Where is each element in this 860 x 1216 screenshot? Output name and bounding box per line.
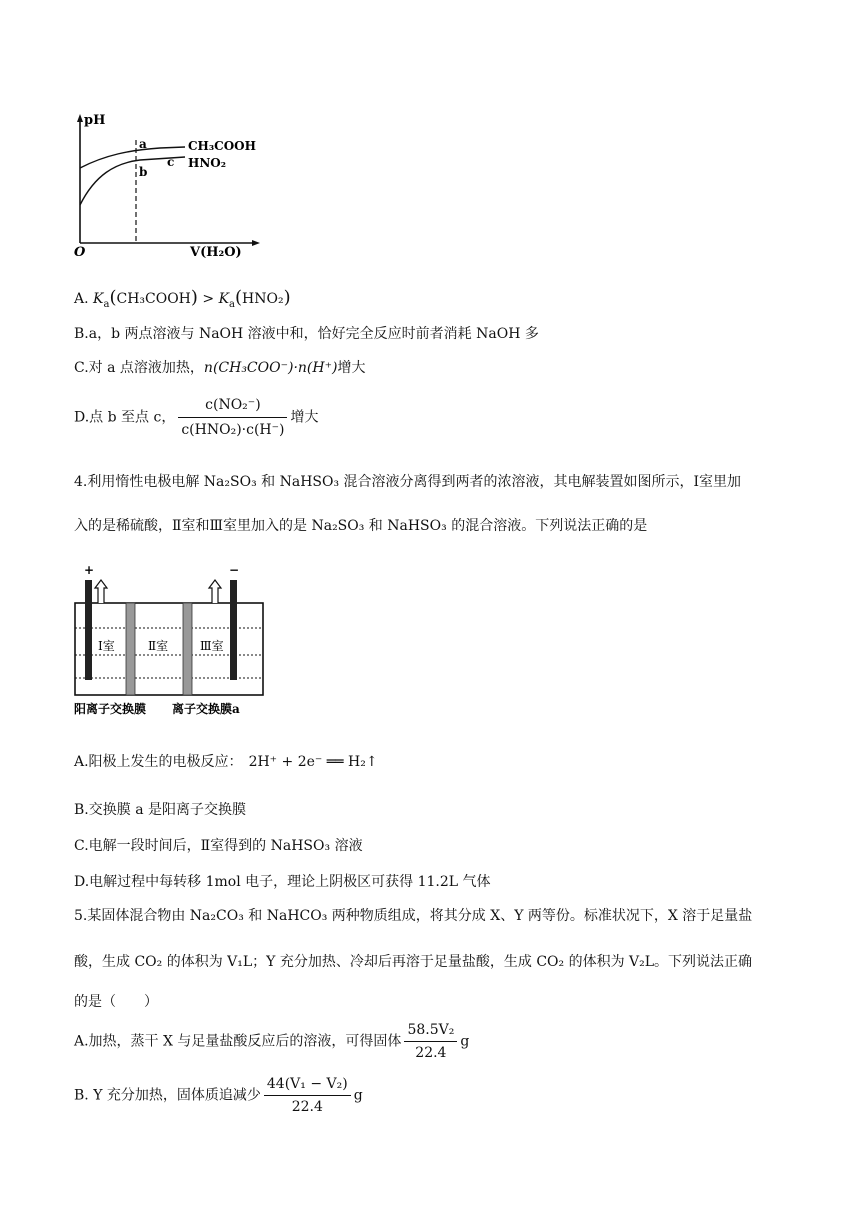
q4-option-c: C.电解一段时间后，Ⅱ室得到的 NaHSO₃ 溶液 [74,838,363,854]
q5-a-fraction: $\frac{\text{58.5V₂}}{22.4}$ [404,1020,457,1063]
y-axis-arrow [77,114,83,122]
cathode-electrode [230,580,237,680]
q3-option-d: D.点 b 至点 c， $\frac{\text{c(NO₂⁻)}}{\text{c(HNO₂)·c(H⁻)}}$ 增大 [74,394,318,441]
q5-stem-line2: 酸，生成 CO₂ 的体积为 V₁L；Y 充分加热、冷却后再溶于足量盐酸，生成 CO₂ 的体积为 V₂L。下列说法正确 [74,954,753,970]
cathode-sign: − [229,563,240,577]
curve-label-hno2: HNO₂ [188,156,227,170]
cation-membrane [126,603,135,695]
q5-stem-line1: 5.某固体混合物由 Na₂CO₃ 和 NaHCO₃ 两种物质组成，将其分成 X、Y 两等份。标准状况下，X 溶于足量盐 [74,908,753,924]
cathode-gas-arrow [209,580,221,603]
ion-membrane-a [183,603,192,695]
point-a-label: a [139,137,147,151]
anode-electrode [85,580,92,680]
q4-stem-line1: 4.利用惰性电极电解 Na₂SO₃ 和 NaHSO₃ 混合溶液分离得到两者的浓溶液，其电解装置如图所示，Ⅰ室里加 [74,474,742,490]
room-2-label: Ⅱ室 [148,639,169,653]
electrolysis-figure [70,560,270,720]
q4-option-a: A.阳极上发生的电极反应： 2H⁺ + 2e⁻ ══ H₂↑ [74,754,378,770]
q4-option-b: B.交换膜 a 是阳离子交换膜 [74,802,246,818]
q3-d-fraction: $\frac{\text{c(NO₂⁻)}}{\text{c(HNO₂)·c(H⁻)}}$ [178,394,287,441]
cation-membrane-label: 阳离子交换膜 [74,702,147,716]
curve-label-ch3cooh: CH₃COOH [188,139,256,153]
q5-option-a: A.加热，蒸干 X 与足量盐酸反应后的溶液，可得固体 $\frac{\text{58.5V₂}}{22.4}$ g [74,1022,470,1061]
anode-gas-arrow [95,580,107,603]
q5-stem-line3: 的是（ ） [74,994,158,1010]
q5-b-fraction: $\frac{\text{44(V₁ − V₂)}}{22.4}$ [264,1074,351,1117]
q3-option-b: B.a，b 两点溶液与 NaOH 溶液中和，恰好完全反应时前者消耗 NaOH 多 [74,326,539,342]
q4-stem-line2: 入的是稀硫酸，Ⅱ室和Ⅲ室里加入的是 Na₂SO₃ 和 NaHSO₃ 的混合溶液。下列说法正确的是 [74,518,648,534]
q3-option-c: C.对 a 点溶液加热，n(CH₃COO⁻)·n(H⁺)增大 [74,360,366,376]
origin-label: O [74,245,86,258]
membrane-a-label: 离子交换膜a [172,702,240,716]
anode-sign: + [84,563,95,577]
q5-option-b: B. Y 充分加热，固体质追减少 $\frac{\text{44(V₁ − V₂)}}{22.4}$ g [74,1076,363,1115]
room-3-label: Ⅲ室 [200,639,224,653]
room-1-label: Ⅰ室 [98,639,115,653]
q4-option-d: D.电解过程中每转移 1mol 电子，理论上阴极区可获得 11.2L 气体 [74,874,491,890]
point-b-label: b [139,165,148,179]
q3-option-a: A. $K_a(CH_3COOH) > K_a(HNO_2)$ [74,287,291,310]
y-axis-label: pH [84,113,106,128]
ph-dilution-figure [70,110,280,258]
x-axis-arrow [252,240,260,246]
x-axis-label: V(H₂O) [190,245,242,258]
point-c-label: c [167,155,175,169]
